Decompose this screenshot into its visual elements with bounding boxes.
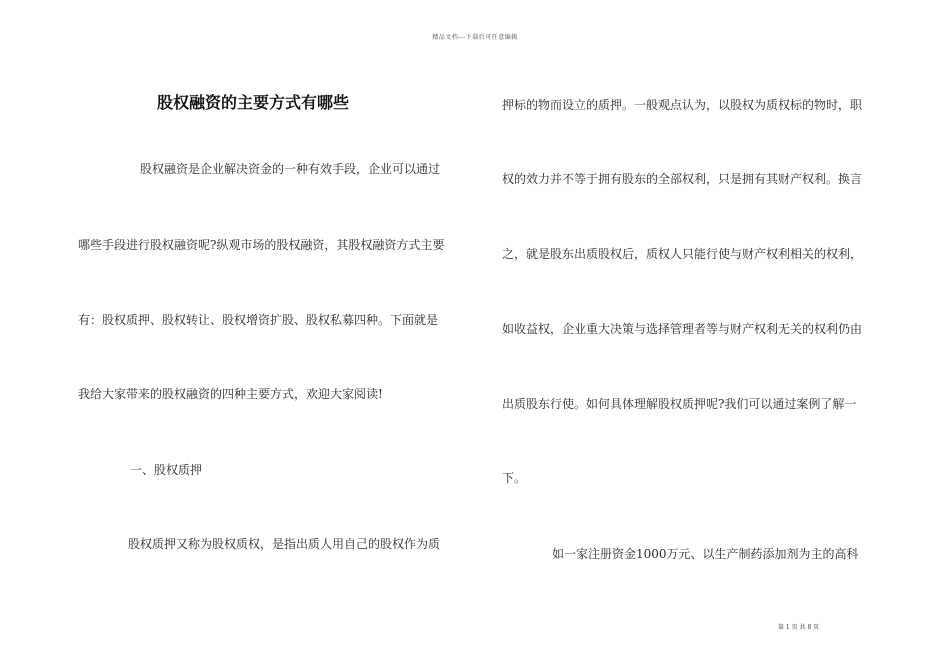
section-heading: 一、股权质押 xyxy=(130,463,203,477)
right-paragraph-line: 权的效力并不等于拥有股东的全部权利，只是拥有其财产权利。换言 xyxy=(502,172,863,186)
page-header: 精品文档---下载后可任意编辑 xyxy=(432,34,518,41)
left-paragraph-line: 哪些手段进行股权融资呢?纵观市场的股权融资，其股权融资方式主要 xyxy=(78,238,445,252)
right-paragraph-line: 出质股东行使。如何具体理解股权质押呢?我们可以通过案例了解一 xyxy=(502,397,857,411)
left-paragraph-line: 股权融资是企业解决资金的一种有效手段，企业可以通过 xyxy=(140,162,441,176)
page-number: 第 1 页 共 8 页 xyxy=(778,624,820,631)
right-paragraph-line: 如收益权，企业重大决策与选择管理者等与财产权利无关的权利仍由 xyxy=(502,322,863,336)
left-paragraph-line: 有：股权质押、股权转让、股权增资扩股、股权私募四种。下面就是 xyxy=(78,313,439,327)
right-paragraph-line: 下。 xyxy=(502,471,527,485)
document-title: 股权融资的主要方式有哪些 xyxy=(157,93,350,112)
right-paragraph-line: 押标的物而设立的质押。一般观点认为，以股权为质权标的物时，职 xyxy=(502,98,863,112)
right-paragraph-line: 如一家注册资金1000万元、以生产制药添加剂为主的高科 xyxy=(552,547,859,561)
right-paragraph-line: 之，就是股东出质股权后，质权人只能行使与财产权利相关的权利， xyxy=(502,247,863,261)
left-paragraph-line: 股权质押又称为股权质权，是指出质人用自己的股权作为质 xyxy=(128,537,441,551)
left-paragraph-line: 我给大家带来的股权融资的四种主要方式，欢迎大家阅读! xyxy=(78,387,383,401)
